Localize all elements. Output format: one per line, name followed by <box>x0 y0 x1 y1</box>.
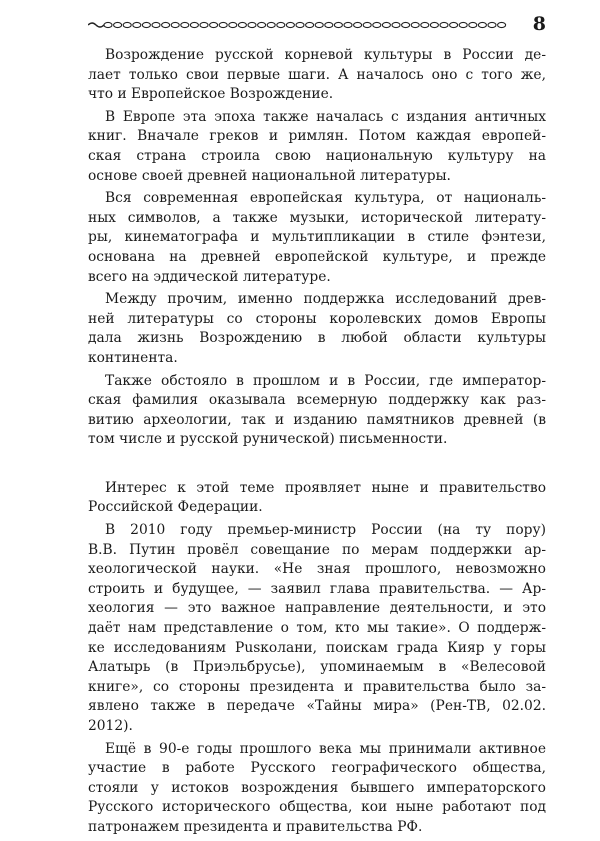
text-line: книг. Вначале греков и римлян. Потом каждая европей- <box>88 128 546 145</box>
text-block-bottom <box>88 479 546 838</box>
ornament-link <box>325 22 333 27</box>
ornament-link <box>219 22 227 27</box>
ornament-link <box>440 22 448 27</box>
ornament-link <box>181 22 189 27</box>
page-body <box>88 46 546 841</box>
text-line: книге», со стороны президента и правительства было за- <box>88 678 546 695</box>
ornament-link <box>286 22 294 27</box>
text-line: Между прочим, именно поддержка исследований древ- <box>105 291 546 308</box>
text-line: Ещё в 90-е годы прошлого века мы принимали активное <box>105 740 546 757</box>
ornament-link <box>248 22 256 27</box>
ornament-link <box>469 22 477 27</box>
ornament-link <box>200 22 208 27</box>
ornament-link <box>450 22 458 27</box>
text-line: В 2010 году премьер-министр России (на ту пору) <box>105 522 546 539</box>
text-line: ская страна строила свою национальную культуру на <box>88 147 546 164</box>
text-line: Также обстояло в прошлом и в России, где император- <box>105 372 546 389</box>
text-line: ская фамилия оказывала всемерную поддержку как раз- <box>88 392 546 409</box>
ornament-link <box>267 22 275 27</box>
text-line: ры, кинематографа и мультипликации в стиле фэнтези, <box>88 229 546 246</box>
text-line: дала жизнь Возрождению в любой области культуры <box>88 330 546 347</box>
ornament-link <box>382 22 390 27</box>
text-line: Вся современная европейская культура, от националь- <box>105 190 546 207</box>
text-line: хеологической науки. «Не зная прошлого, невозможно <box>88 561 546 578</box>
ornament-link <box>498 22 506 27</box>
text-line: ке исследованиям Рusколани, поискам града Кияр у горы <box>88 639 546 656</box>
ornament-link <box>190 22 198 27</box>
text-line: континента. <box>88 349 178 366</box>
ornament-link <box>334 22 342 27</box>
page-number: 8 <box>532 13 546 35</box>
paragraph <box>88 372 546 450</box>
ornament-link <box>430 22 438 27</box>
text-line: основана на древней европейской культуре, и прежде <box>88 248 546 265</box>
page-header <box>88 12 546 36</box>
paragraph <box>88 521 546 737</box>
text-line: Возрождение русской корневой культуры в России де- <box>105 47 546 63</box>
ornament-link <box>277 22 285 27</box>
paragraph <box>88 290 546 368</box>
ornament-link <box>229 22 237 27</box>
decorative-ornament-border <box>88 20 508 30</box>
ornament-link <box>162 22 170 27</box>
text-line: хеология — это важное направление деятельности, и это <box>88 600 546 617</box>
text-line: строить и будущее, — заявил глава правительства. — Ар- <box>88 580 546 597</box>
ornament-link <box>306 22 314 27</box>
text-line: 2012). <box>88 718 133 734</box>
paragraph <box>88 479 546 518</box>
text-line: ней литературы со стороны королевских домов Европы <box>88 310 546 327</box>
ornament-link <box>171 22 179 27</box>
ornament-link <box>142 22 150 27</box>
ornament-link <box>402 22 410 27</box>
text-line: том числе и русской рунической) письменности. <box>88 431 448 448</box>
ornament-link <box>114 22 122 27</box>
section-gap <box>88 453 546 479</box>
paragraph <box>88 46 546 105</box>
ornament-link <box>210 22 218 27</box>
ornament-link <box>315 22 323 27</box>
ornament-link <box>296 22 304 27</box>
text-line: что и Европейское Возрождение. <box>88 86 334 103</box>
ornament-link <box>392 22 400 27</box>
ornament-link <box>133 22 141 27</box>
ornament-link <box>104 22 112 27</box>
text-line: основе своей древней национальной литературы. <box>88 167 451 184</box>
text-line: участие в работе Русского географического общества, <box>88 760 546 777</box>
text-line: всего на эддической литературе. <box>88 268 331 285</box>
ornament-link <box>123 22 131 27</box>
text-line: даёт нам представление о том, кто мы такие». О поддерж- <box>88 620 546 637</box>
ornament-link <box>363 22 371 27</box>
text-line: Алатырь (в Приэльбрусье), упоминаемым в «Велесовой <box>88 659 546 676</box>
ornament-link <box>478 22 486 27</box>
text-line: витию археологии, так и изданию памятников древней (в <box>88 411 546 428</box>
ornament-link <box>152 22 160 27</box>
text-line: В.В. Путин провёл совещание по мерам поддержки ар- <box>88 541 546 558</box>
text-line: Интерес к этой теме проявляет ныне и правительство <box>105 479 546 496</box>
text-block-top <box>88 46 546 450</box>
ornament-link <box>411 22 419 27</box>
text-line: Русского исторического общества, кои ныне работают под <box>88 799 546 816</box>
ornament-link <box>421 22 429 27</box>
text-line: стояли у истоков возрождения бывшего императорского <box>88 779 546 796</box>
text-line: Российской Федерации. <box>88 499 263 516</box>
text-line: ных символов, а также музыки, исторической литерату- <box>88 209 546 226</box>
paragraph <box>88 108 546 186</box>
text-line: лает только свои первые шаги. А началось оно с того же, <box>88 66 546 83</box>
text-line: патронажем президента и правительства РФ. <box>88 818 423 835</box>
ornament-link <box>344 22 352 27</box>
ornament-link <box>459 22 467 27</box>
ornament-link <box>354 22 362 27</box>
ornament-link <box>258 22 266 27</box>
text-line: В Европе эта эпоха также началась с издания античных <box>105 108 546 125</box>
ornament-link <box>238 22 246 27</box>
ornament-link <box>488 22 496 27</box>
text-line: явлено также в передаче «Тайны мира» (Рен-ТВ, 02.02. <box>88 698 546 715</box>
ornament-link <box>373 22 381 27</box>
paragraph <box>88 189 546 287</box>
paragraph <box>88 740 546 838</box>
